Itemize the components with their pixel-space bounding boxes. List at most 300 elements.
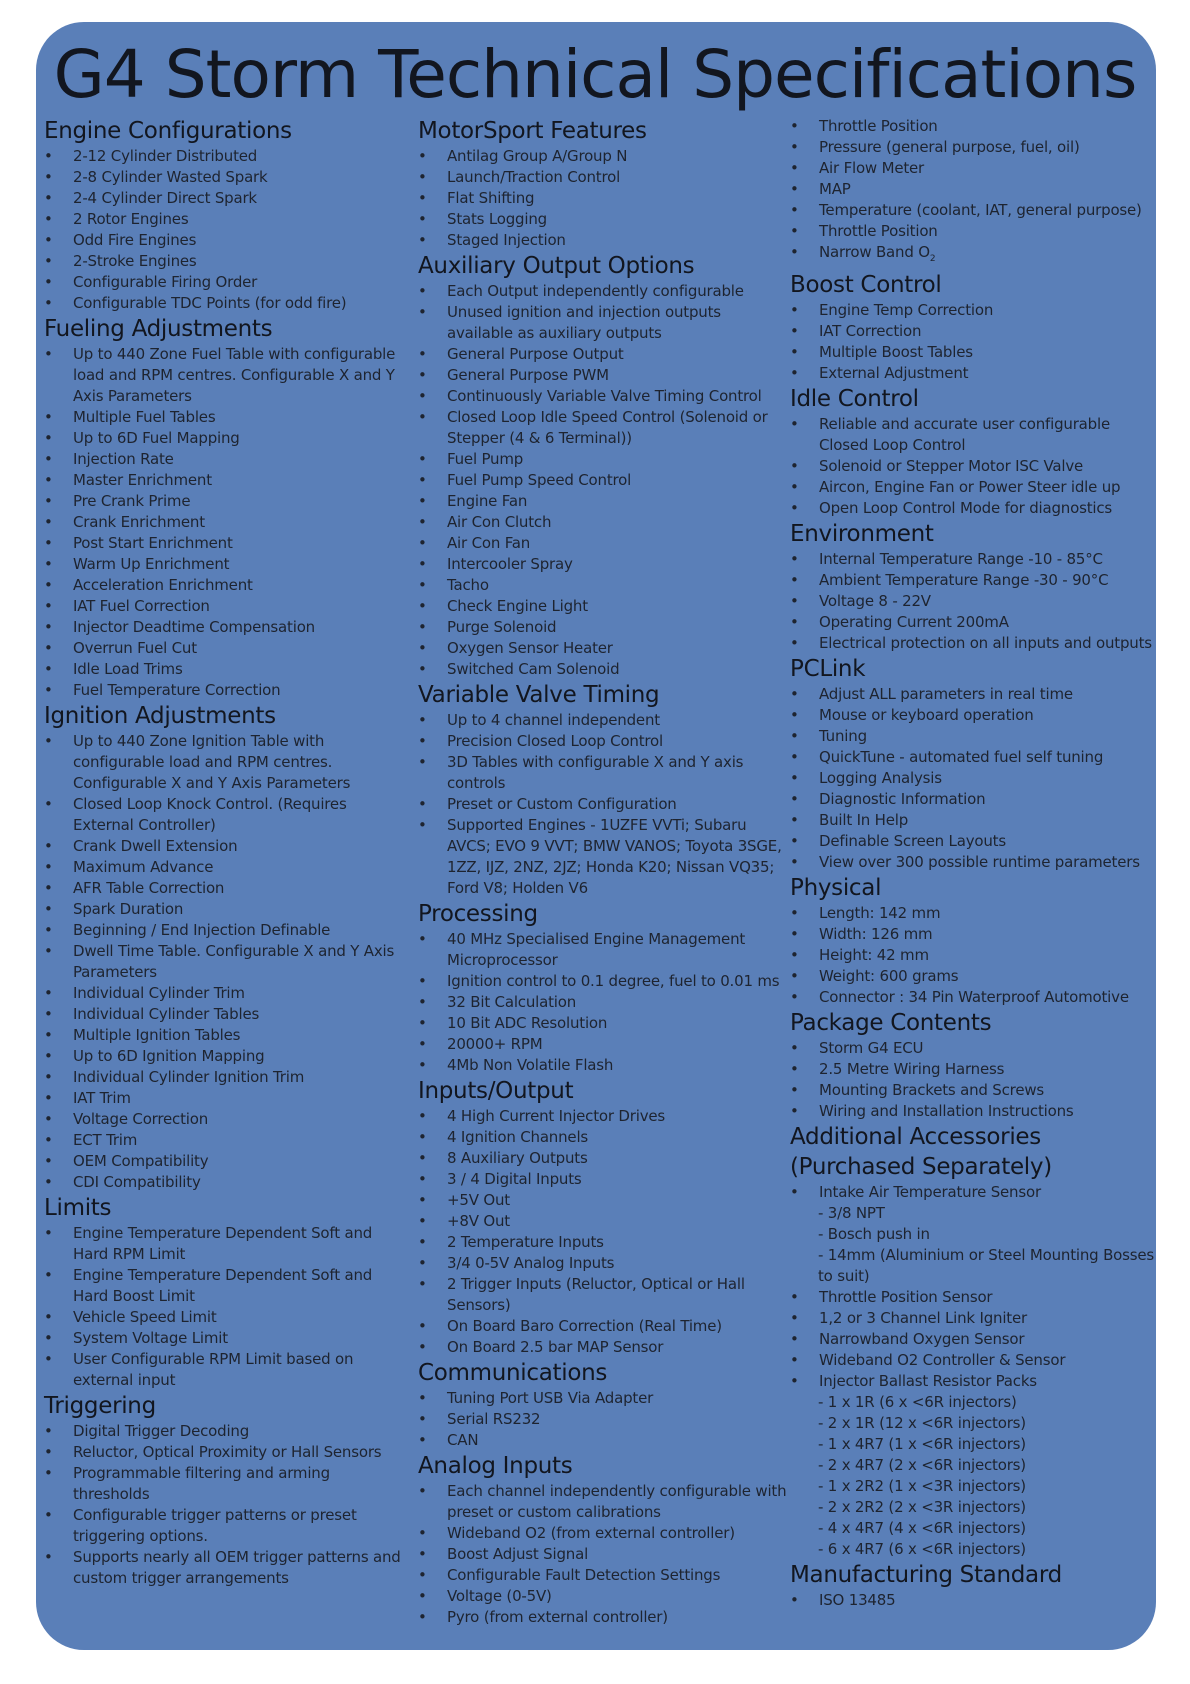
section-processing	[418, 899, 788, 1076]
bullet-icon: •	[418, 597, 427, 615]
bullet-icon: •	[418, 408, 427, 426]
list-item-text: Height: 42 mm	[819, 946, 929, 964]
list-item-text: Connector : 34 Pin Waterproof Automotive	[819, 988, 1129, 1006]
list-item	[790, 903, 1154, 924]
list-item	[790, 612, 1154, 633]
bullet-icon: •	[44, 147, 53, 165]
list-item	[418, 344, 788, 365]
bullet-icon: •	[790, 415, 799, 433]
list-item-text: Electrical protection on all inputs and outputs	[819, 634, 1152, 652]
list-item	[418, 596, 788, 617]
list-item-text: Acceleration Enrichment	[73, 576, 253, 594]
list-item-text: 3 / 4 Digital Inputs	[447, 1170, 582, 1188]
bullet-icon: •	[418, 1431, 427, 1449]
list-item	[790, 633, 1154, 654]
bullet-list	[790, 300, 1154, 384]
bullet-list	[418, 1481, 788, 1628]
list-item	[790, 831, 1154, 852]
bullet-icon: •	[44, 168, 53, 186]
list-item-text: Master Enrichment	[73, 471, 212, 489]
list-item	[790, 363, 1154, 384]
list-item	[790, 1590, 1154, 1611]
list-item	[790, 987, 1154, 1008]
list-item	[790, 924, 1154, 945]
column-3	[790, 116, 1154, 1611]
list-item	[790, 116, 1154, 137]
list-item-text: 8 Auxiliary Outputs	[447, 1149, 588, 1167]
list-item-text: General Purpose Output	[447, 345, 624, 363]
list-item	[790, 726, 1154, 747]
bullet-icon: •	[44, 732, 53, 750]
list-item	[44, 1067, 410, 1088]
list-item-text: Up to 6D Fuel Mapping	[73, 429, 240, 447]
list-item	[44, 272, 410, 293]
bullet-list	[790, 549, 1154, 654]
list-item	[418, 575, 788, 596]
list-item-text: Staged Injection	[447, 231, 566, 249]
list-item-text: Weight: 600 grams	[819, 967, 959, 985]
list-item	[44, 449, 410, 470]
bullet-icon: •	[418, 795, 427, 813]
list-item-text: On Board Baro Correction (Real Time)	[447, 1317, 722, 1335]
page-title: G4 Storm Technical Specifications	[53, 36, 1137, 113]
list-item	[44, 1130, 410, 1151]
section-triggering	[44, 1391, 410, 1589]
list-item	[418, 281, 788, 302]
bullet-icon: •	[418, 576, 427, 594]
bullet-icon: •	[418, 1338, 427, 1356]
list-item	[44, 512, 410, 533]
list-item-text: Closed Loop Idle Speed Control (Solenoid or Stepper (4 & 6 Terminal))	[447, 408, 768, 447]
list-item-text: QuickTune - automated fuel self tuning	[819, 748, 1104, 766]
list-item	[790, 242, 1154, 270]
bullet-icon: •	[790, 322, 799, 340]
list-item	[44, 617, 410, 638]
bullet-icon: •	[418, 1545, 427, 1563]
bullet-list	[44, 146, 410, 314]
list-item-text: MAP	[819, 180, 851, 198]
bullet-icon: •	[790, 1309, 799, 1327]
list-item	[790, 456, 1154, 477]
section-auxiliary-output-options	[418, 251, 788, 680]
bullet-icon: •	[790, 117, 799, 135]
list-item-text: Intercooler Spray	[447, 555, 573, 573]
list-item	[418, 794, 788, 815]
section-heading: Boost Control	[790, 272, 942, 298]
bullet-icon: •	[44, 921, 53, 939]
list-item-text: Ambient Temperature Range -30 - 90°C	[819, 571, 1109, 589]
bullet-icon: •	[790, 478, 799, 496]
list-item	[418, 1544, 788, 1565]
bullet-icon: •	[44, 492, 53, 510]
section-heading: PCLink	[790, 656, 866, 682]
list-item	[418, 659, 788, 680]
sub-item: - 2 x 2R2 (2 x <3R injectors)	[818, 1498, 1026, 1516]
list-item	[790, 342, 1154, 363]
list-item-text: 2-8 Cylinder Wasted Spark	[73, 168, 268, 186]
section-package-contents	[790, 1008, 1154, 1122]
list-item	[790, 221, 1154, 242]
list-item-text: Length: 142 mm	[819, 904, 941, 922]
list-item	[418, 1190, 788, 1211]
bullet-list	[790, 1182, 1154, 1560]
bullet-icon: •	[418, 1275, 427, 1293]
list-item	[44, 1349, 410, 1391]
list-item-text: View over 300 possible runtime parameters	[819, 853, 1140, 871]
list-item	[418, 971, 788, 992]
list-item	[418, 1169, 788, 1190]
section-motorsport-features	[418, 116, 788, 251]
list-item	[790, 498, 1154, 519]
list-item	[790, 200, 1154, 221]
list-item-text: General Purpose PWM	[447, 366, 609, 384]
list-item	[418, 1481, 788, 1523]
list-item	[790, 789, 1154, 810]
bullet-icon: •	[790, 180, 799, 198]
bullet-icon: •	[418, 930, 427, 948]
list-item	[418, 752, 788, 794]
list-item-text: Storm G4 ECU	[819, 1039, 924, 1057]
list-item	[44, 794, 410, 836]
list-item-text: 4Mb Non Volatile Flash	[447, 1056, 614, 1074]
list-item	[790, 321, 1154, 342]
bullet-icon: •	[790, 685, 799, 703]
bullet-icon: •	[44, 231, 53, 249]
section-idle-control	[790, 384, 1154, 519]
list-item-text: Pressure (general purpose, fuel, oil)	[819, 138, 1080, 156]
bullet-icon: •	[418, 1128, 427, 1146]
list-item	[44, 983, 410, 1004]
bullet-icon: •	[418, 210, 427, 228]
list-item	[418, 491, 788, 512]
list-item-text: User Configurable RPM Limit based on external input	[73, 1350, 354, 1389]
list-item-text: Internal Temperature Range -10 - 85°C	[819, 550, 1103, 568]
section-pclink	[790, 654, 1154, 873]
list-item	[418, 638, 788, 659]
list-item-text: Unused ignition and injection outputs available as auxiliary outputs	[447, 303, 721, 342]
bullet-icon: •	[790, 1351, 799, 1369]
section-heading: Auxiliary Output Options	[418, 253, 695, 279]
bullet-icon: •	[418, 168, 427, 186]
bullet-icon: •	[418, 1212, 427, 1230]
bullet-list	[790, 1590, 1154, 1611]
bullet-icon: •	[418, 816, 427, 834]
list-item	[418, 1316, 788, 1337]
bullet-icon: •	[790, 550, 799, 568]
list-item-text: Voltage (0-5V)	[447, 1587, 552, 1605]
bullet-icon: •	[790, 613, 799, 631]
section-heading: Idle Control	[790, 386, 919, 412]
section-heading: Additional Accessories (Purchased Separately)	[790, 1124, 1052, 1180]
list-item-text: Up to 440 Zone Fuel Table with configurable load and RPM centres. Configurable X and Y Axis Parameters	[73, 345, 396, 405]
list-item-text: Continuously Variable Valve Timing Control	[447, 387, 762, 405]
list-item	[44, 1109, 410, 1130]
bullet-icon: •	[44, 189, 53, 207]
column-2	[418, 116, 788, 1628]
list-item-text: Multiple Fuel Tables	[73, 408, 216, 426]
bullet-icon: •	[44, 252, 53, 270]
bullet-icon: •	[44, 555, 53, 573]
bullet-icon: •	[44, 1266, 53, 1284]
sub-item: - 4 x 4R7 (4 x <6R injectors)	[818, 1519, 1026, 1537]
list-item-text: Pre Crank Prime	[73, 492, 191, 510]
list-item	[418, 1211, 788, 1232]
list-item-text: Tuning	[819, 727, 867, 745]
section-fueling-adjustments	[44, 314, 410, 701]
list-item	[44, 1172, 410, 1193]
list-item-text: 20000+ RPM	[447, 1035, 543, 1053]
list-item-text: Engine Temperature Dependent Soft and Hard Boost Limit	[73, 1266, 373, 1305]
list-item-text: Up to 4 channel independent	[447, 711, 660, 729]
list-item-text: Mouse or keyboard operation	[819, 706, 1034, 724]
bullet-list	[44, 1223, 410, 1391]
bullet-icon: •	[790, 769, 799, 787]
sub-item: - 1 x 1R (6 x <6R injectors)	[818, 1393, 1017, 1411]
list-item-text: 3D Tables with configurable X and Y axis controls	[447, 753, 744, 792]
list-item	[44, 1265, 410, 1307]
bullet-icon: •	[418, 1233, 427, 1251]
list-item	[418, 992, 788, 1013]
list-item-text: Throttle Position	[819, 222, 938, 240]
sub-item: - Bosch push in	[818, 1225, 930, 1243]
bullet-list	[418, 1106, 788, 1358]
bullet-icon: •	[44, 429, 53, 447]
bullet-list	[44, 344, 410, 701]
list-item-text: Configurable trigger patterns or preset triggering options.	[73, 1506, 357, 1545]
list-item-text: Ignition control to 0.1 degree, fuel to 0.01 ms	[447, 972, 780, 990]
list-item-text: Overrun Fuel Cut	[73, 639, 197, 657]
sub-item: - 1 x 4R7 (1 x <6R injectors)	[818, 1435, 1026, 1453]
list-item	[790, 966, 1154, 987]
bullet-icon: •	[418, 1107, 427, 1125]
list-item-text: OEM Compatibility	[73, 1152, 209, 1170]
list-item-text: Dwell Time Table. Configurable X and Y Axis Parameters	[73, 942, 395, 981]
list-item-text: Fuel Pump	[447, 450, 524, 468]
section-ignition-adjustments	[44, 701, 410, 1193]
bullet-icon: •	[790, 592, 799, 610]
list-item	[418, 731, 788, 752]
list-item-text: Aircon, Engine Fan or Power Steer idle up	[819, 478, 1121, 496]
section-variable-valve-timing	[418, 680, 788, 899]
section-heading: Limits	[44, 1195, 112, 1221]
list-item-text: 3/4 0-5V Analog Inputs	[447, 1254, 615, 1272]
list-item	[44, 251, 410, 272]
bullet-list	[44, 731, 410, 1193]
bullet-list	[790, 116, 1154, 270]
bullet-icon: •	[418, 618, 427, 636]
list-item-text: Odd Fire Engines	[73, 231, 197, 249]
bullet-icon: •	[44, 471, 53, 489]
bullet-icon: •	[44, 879, 53, 897]
section-heading: Manufacturing Standard	[790, 1562, 1062, 1588]
list-item	[44, 1046, 410, 1067]
list-item	[44, 1505, 410, 1547]
list-item-text: Injector Ballast Resistor Packs	[819, 1372, 1037, 1390]
bullet-icon: •	[418, 1608, 427, 1626]
section-heading: Fueling Adjustments	[44, 316, 273, 342]
list-item	[790, 591, 1154, 612]
bullet-icon: •	[44, 273, 53, 291]
list-item-text: Reliable and accurate user configurable Closed Loop Control	[819, 415, 1110, 454]
list-item-text: AFR Table Correction	[73, 879, 225, 897]
list-item-text: System Voltage Limit	[73, 1329, 228, 1347]
bullet-icon: •	[418, 231, 427, 249]
bullet-icon: •	[790, 706, 799, 724]
bullet-list	[418, 929, 788, 1076]
bullet-icon: •	[418, 711, 427, 729]
bullet-icon: •	[418, 366, 427, 384]
section-manufacturing-standard	[790, 1560, 1154, 1611]
list-item-text: +5V Out	[447, 1191, 510, 1209]
bullet-icon: •	[418, 732, 427, 750]
list-item	[44, 680, 410, 701]
section-heading: Physical	[790, 875, 882, 901]
list-item	[790, 1182, 1154, 1203]
list-item	[44, 146, 410, 167]
list-item-text: Individual Cylinder Trim	[73, 984, 245, 1002]
bullet-list	[790, 414, 1154, 519]
bullet-icon: •	[44, 534, 53, 552]
bullet-icon: •	[418, 1014, 427, 1032]
bullet-icon: •	[44, 1005, 53, 1023]
list-item-text: 2 Trigger Inputs (Reluctor, Optical or Hall Sensors)	[447, 1275, 745, 1314]
sub-item: - 2 x 4R7 (2 x <6R injectors)	[818, 1456, 1026, 1474]
bullet-icon: •	[790, 925, 799, 943]
list-item-text: Configurable TDC Points (for odd fire)	[73, 294, 347, 312]
bullet-icon: •	[418, 1056, 427, 1074]
bullet-icon: •	[418, 1191, 427, 1209]
list-item	[44, 1004, 410, 1025]
list-item-text: Switched Cam Solenoid	[447, 660, 620, 678]
bullet-icon: •	[44, 1131, 53, 1149]
list-item	[44, 344, 410, 407]
list-item	[44, 554, 410, 575]
list-item	[44, 1223, 410, 1265]
list-item	[418, 167, 788, 188]
bullet-icon: •	[44, 450, 53, 468]
list-item-text: Width: 126 mm	[819, 925, 933, 943]
list-item-text: 32 Bit Calculation	[447, 993, 577, 1011]
list-item	[418, 1607, 788, 1628]
bullet-icon: •	[418, 1389, 427, 1407]
bullet-icon: •	[790, 988, 799, 1006]
bullet-icon: •	[790, 222, 799, 240]
list-item	[790, 810, 1154, 831]
bullet-icon: •	[790, 832, 799, 850]
list-item-text: Programmable filtering and arming thresholds	[73, 1464, 330, 1503]
list-item-text: Operating Current 200mA	[819, 613, 1009, 631]
bullet-icon: •	[418, 1170, 427, 1188]
list-item	[418, 554, 788, 575]
list-item	[44, 857, 410, 878]
list-item	[418, 1274, 788, 1316]
list-item-text: Beginning / End Injection Definable	[73, 921, 331, 939]
list-item-text: Air Con Fan	[447, 534, 531, 552]
list-item-text: 10 Bit ADC Resolution	[447, 1014, 608, 1032]
section-boost-control	[790, 270, 1154, 384]
list-item	[790, 570, 1154, 591]
bullet-icon: •	[44, 1329, 53, 1347]
list-item	[790, 945, 1154, 966]
list-item-text: 2-12 Cylinder Distributed	[73, 147, 258, 165]
list-item-text: Check Engine Light	[447, 597, 588, 615]
bullet-icon: •	[418, 753, 427, 771]
bullet-icon: •	[418, 1035, 427, 1053]
bullet-icon: •	[790, 243, 799, 261]
bullet-icon: •	[44, 1152, 53, 1170]
bullet-icon: •	[418, 387, 427, 405]
list-item	[44, 575, 410, 596]
list-item-text: Wiring and Installation Instructions	[819, 1102, 1074, 1120]
list-item	[44, 638, 410, 659]
list-item	[44, 491, 410, 512]
bullet-icon: •	[790, 634, 799, 652]
list-item	[44, 407, 410, 428]
list-item	[418, 230, 788, 251]
list-item-text: IAT Correction	[819, 322, 922, 340]
list-item-text: Engine Temp Correction	[819, 301, 994, 319]
list-item	[790, 179, 1154, 200]
list-item-text: CDI Compatibility	[73, 1173, 201, 1191]
bullet-icon: •	[44, 1350, 53, 1368]
list-item	[790, 747, 1154, 768]
section-continued	[790, 116, 1154, 270]
list-item-text: Vehicle Speed Limit	[73, 1308, 217, 1326]
list-item-text: 40 MHz Specialised Engine Management Microprocessor	[447, 930, 746, 969]
list-item	[418, 449, 788, 470]
bullet-icon: •	[790, 1039, 799, 1057]
list-item-text: ECT Trim	[73, 1131, 138, 1149]
list-item-text: ISO 13485	[819, 1591, 896, 1609]
bullet-icon: •	[44, 1173, 53, 1191]
list-item	[44, 836, 410, 857]
section-physical	[790, 873, 1154, 1008]
list-item-text: Antilag Group A/Group N	[447, 147, 628, 165]
bullet-icon: •	[418, 471, 427, 489]
bullet-list	[790, 1038, 1154, 1122]
list-item	[790, 1308, 1154, 1329]
bullet-icon: •	[44, 639, 53, 657]
list-item-text: Engine Fan	[447, 492, 528, 510]
list-item	[44, 428, 410, 449]
list-item	[418, 470, 788, 491]
list-item	[790, 300, 1154, 321]
bullet-icon: •	[790, 1183, 799, 1201]
list-item	[418, 365, 788, 386]
list-item-text: Maximum Advance	[73, 858, 214, 876]
bullet-list	[44, 1421, 410, 1589]
bullet-icon: •	[44, 1422, 53, 1440]
bullet-icon: •	[418, 450, 427, 468]
bullet-icon: •	[790, 946, 799, 964]
list-item-text: Logging Analysis	[819, 769, 942, 787]
bullet-list	[790, 684, 1154, 873]
bullet-list	[418, 281, 788, 680]
list-item-text: +8V Out	[447, 1212, 510, 1230]
list-item	[790, 852, 1154, 873]
list-item	[44, 1547, 410, 1589]
bullet-icon: •	[418, 303, 427, 321]
list-item-text: Crank Enrichment	[73, 513, 205, 531]
list-item-text: Pyro (from external controller)	[447, 1608, 668, 1626]
bullet-icon: •	[44, 681, 53, 699]
list-item-text: Injector Deadtime Compensation	[73, 618, 315, 636]
list-item	[418, 1388, 788, 1409]
bullet-icon: •	[418, 555, 427, 573]
bullet-icon: •	[44, 618, 53, 636]
list-item-text: 2 Temperature Inputs	[447, 1233, 604, 1251]
list-item	[44, 899, 410, 920]
